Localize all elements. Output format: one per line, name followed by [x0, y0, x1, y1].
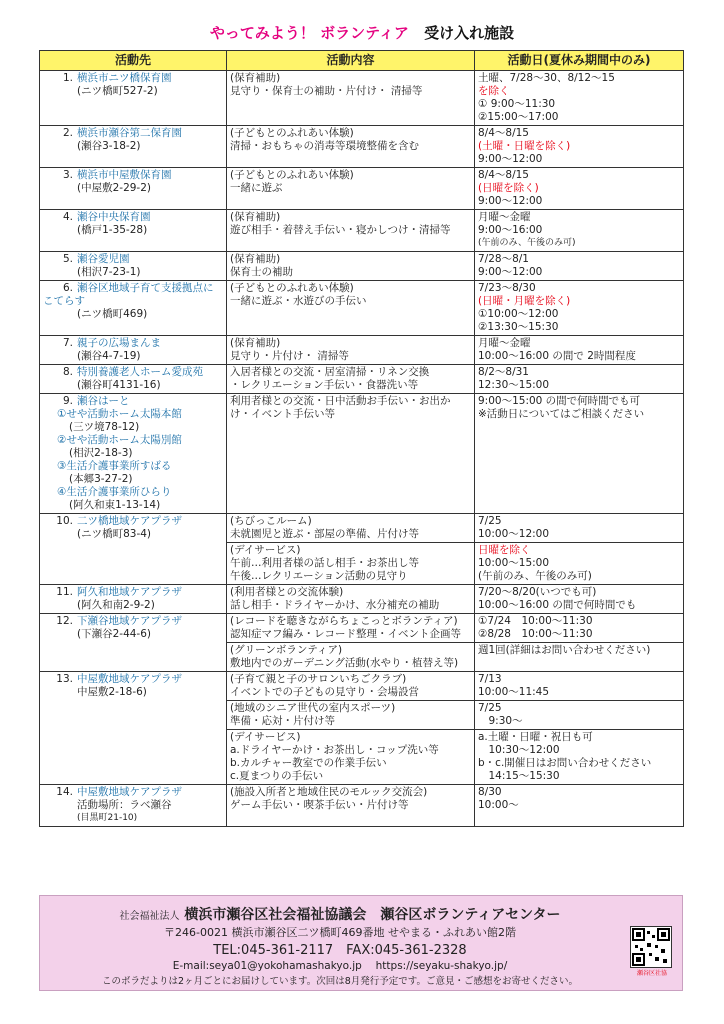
- place-cell: 9. 瀬谷はーと ①せや活動ホーム太陽本館 (三ツ境78-12) ②せや活動ホーム太陽別館 (相沢2-18-3) ③生活介護事業所すばる (本郷3-27-2) ④生活介護事業所ひらり (阿久和東1-13-14): [40, 394, 227, 514]
- text-line: 敷地内でのガーデニング活動(水やり・植替え等): [230, 657, 459, 669]
- text-line: 14:15～15:30: [478, 770, 560, 782]
- text-line: ②13:30～15:30: [478, 321, 559, 333]
- place-cell: 13. 中屋敷地域ケアプラザ 中屋敷2-18-6): [40, 672, 227, 785]
- text-line: (保育補助): [230, 72, 281, 84]
- page-title: [0, 22, 724, 43]
- place-cell: 4. 瀬谷中央保育園 (橋戸1-35-28): [40, 210, 227, 252]
- content-cell: [227, 585, 475, 614]
- place-cell: 1. 横浜市ニツ橋保育園 (ニツ橋町527-2): [40, 71, 227, 126]
- text-line: (デイサービス): [230, 731, 301, 743]
- footer-org: 社会福祉法人 横浜市瀬谷区社会福祉協議会 瀬谷区ボランティアセンター: [119, 907, 561, 923]
- content-cell: [227, 281, 475, 336]
- date-cell: [475, 252, 684, 281]
- place-cell: 8. 特別養護老人ホーム愛成苑 (瀬谷町4131-16): [40, 365, 227, 394]
- date-cell: [475, 701, 684, 730]
- text-line: 8/2～8/31: [478, 366, 529, 378]
- text-line: ①10:00～12:00: [478, 308, 559, 320]
- content-cell: [227, 543, 475, 585]
- text-line: 12:30～15:00: [478, 379, 550, 391]
- text-line: 7/20～8/20(いつでも可): [478, 586, 597, 598]
- date-cell: [475, 643, 684, 672]
- date-cell: [475, 394, 684, 514]
- content-cell: [227, 672, 475, 701]
- place-cell: 5. 瀬谷愛児園 (相沢7-23-1): [40, 252, 227, 281]
- text-line: (子どもとのふれあい体験): [230, 127, 354, 139]
- text-line: a.土曜・日曜・祝日も可: [478, 731, 593, 743]
- content-cell: [227, 643, 475, 672]
- text-line: 9:00～16:00: [478, 224, 543, 236]
- text-line: (日曜・月曜を除く): [478, 295, 571, 307]
- content-cell: [227, 514, 475, 543]
- text-line: 8/4～8/15: [478, 169, 529, 181]
- table-row: [40, 168, 684, 210]
- date-cell: [475, 168, 684, 210]
- text-line: 8/4～8/15: [478, 127, 529, 139]
- text-line: 土曜、7/28～30、8/12～15: [478, 72, 615, 84]
- table-row: [40, 210, 684, 252]
- date-cell: [475, 730, 684, 785]
- text-line: 9:30～: [478, 715, 523, 727]
- table-row: [40, 71, 684, 126]
- text-line: (保育補助): [230, 337, 281, 349]
- footer-web[interactable]: E-mail:seya01@yokohamashakyo.jp https://seyaku-shakyo.jp/: [172, 960, 508, 972]
- text-line: ※活動日についてはご相談ください: [478, 408, 645, 420]
- text-line: 7/13: [478, 673, 502, 685]
- content-cell: [227, 126, 475, 168]
- table-row: [40, 126, 684, 168]
- text-line: 10:30～12:00: [478, 744, 560, 756]
- table-header-row: [40, 51, 684, 71]
- footer-box: [39, 895, 683, 991]
- header-date: 活動日(夏休み期間中のみ): [475, 51, 684, 71]
- text-line: ゲーム手伝い・喫茶手伝い・片付け等: [230, 799, 409, 811]
- text-line: 9:00～12:00: [478, 195, 543, 207]
- text-line: (保育補助): [230, 253, 281, 265]
- text-line: (地域のシニア世代の室内スポーツ): [230, 702, 396, 714]
- table-row: [40, 672, 684, 701]
- text-line: (利用者様との交流体験): [230, 586, 344, 598]
- content-cell: [227, 252, 475, 281]
- qr-code-icon[interactable]: [630, 926, 672, 968]
- title-part1: やってみよう！ ボランティア: [209, 24, 409, 42]
- text-line: 7/25: [478, 702, 502, 714]
- table-row: [40, 336, 684, 365]
- text-line: 認知症マフ編み・レコード整理・イベント企画等: [230, 628, 461, 640]
- text-line: 入居者様との交流・居室清掃・リネン交換: [230, 366, 430, 378]
- text-line: (子どもとのふれあい体験): [230, 282, 354, 294]
- content-cell: [227, 210, 475, 252]
- text-line: イベントでの子どもの見守り・会場設営: [230, 686, 419, 698]
- text-line: 7/23～8/30: [478, 282, 536, 294]
- header-place: 活動先: [40, 51, 227, 71]
- content-cell: [227, 614, 475, 643]
- text-line: 一緒に遊ぶ・水遊びの手伝い: [230, 295, 367, 307]
- content-cell: [227, 336, 475, 365]
- content-cell: [227, 71, 475, 126]
- text-line: 話し相手・ドライヤーかけ、水分補充の補助: [230, 599, 440, 611]
- text-line: 9:00～15:00 の間で何時間でも可: [478, 395, 641, 407]
- place-cell: 12. 下瀬谷地域ケアプラザ (下瀬谷2-44-6): [40, 614, 227, 672]
- facility-table: [39, 50, 684, 827]
- text-line: 10:00～16:00 の間で何時間でも: [478, 599, 637, 611]
- table-row: [40, 585, 684, 614]
- date-cell: [475, 281, 684, 336]
- text-line: ① 9:00～11:30: [478, 98, 556, 110]
- text-line: ②15:00～17:00: [478, 111, 559, 123]
- qr-label: 瀬谷区社協: [636, 970, 667, 977]
- text-line: (土曜・日曜を除く): [478, 140, 571, 152]
- date-cell: [475, 126, 684, 168]
- text-line: を除く: [478, 85, 510, 97]
- table-row: [40, 365, 684, 394]
- date-cell: [475, 585, 684, 614]
- content-cell: [227, 701, 475, 730]
- text-line: (グリーンボランティア): [230, 644, 343, 656]
- text-line: 清掃・おもちゃの消毒等環境整備を含む: [230, 140, 419, 152]
- text-line: 遊び相手・着替え手伝い・寝かしつけ・清掃等: [230, 224, 451, 236]
- text-line: 見守り・保育士の補助・片付け・ 清掃等: [230, 85, 423, 97]
- date-cell: [475, 365, 684, 394]
- date-cell: [475, 672, 684, 701]
- text-line: 週1回(詳細はお問い合わせください): [478, 644, 651, 656]
- content-cell: [227, 730, 475, 785]
- table-row: [40, 281, 684, 336]
- text-line: 7/25: [478, 515, 502, 527]
- date-cell: [475, 543, 684, 585]
- footer-address: 〒246-0021 横浜市瀬谷区二ツ橋町469番地 せやまる・ふれあい館2階: [164, 926, 516, 939]
- table-row: [40, 785, 684, 827]
- text-line: c.夏まつりの手伝い: [230, 770, 324, 782]
- date-cell: [475, 785, 684, 827]
- place-cell: 2. 横浜市瀬谷第二保育園 (瀬谷3-18-2): [40, 126, 227, 168]
- title-part2: 受け入れ施設: [424, 24, 515, 42]
- text-line: ①7/24 10:00～11:30: [478, 615, 593, 627]
- text-line: 10:00～: [478, 799, 519, 811]
- text-line: 10:00～12:00: [478, 528, 550, 540]
- text-line: ・レクリエーション手伝い・食器洗い等: [230, 379, 419, 391]
- text-line: (午前のみ、午後のみ可): [478, 238, 576, 248]
- text-line: 9:00～12:00: [478, 266, 543, 278]
- header-content: 活動内容: [227, 51, 475, 71]
- text-line: b.カルチャー教室での作業手伝い: [230, 757, 387, 769]
- text-line: (保育補助): [230, 211, 281, 223]
- date-cell: [475, 71, 684, 126]
- place-cell: 10. 二ツ橋地域ケアプラザ (ニツ橋町83-4): [40, 514, 227, 585]
- date-cell: [475, 336, 684, 365]
- text-line: 未就園児と遊ぶ・部屋の準備、片付け等: [230, 528, 419, 540]
- text-line: 午後…レクリエーション活動の見守り: [230, 570, 408, 582]
- date-cell: [475, 210, 684, 252]
- footer-note: このボラだよりは2ヶ月ごとにお届けしています。次回は8月発行予定です。ご意見・ご感想をお寄せください。: [101, 976, 579, 987]
- text-line: (ちびっこルーム): [230, 515, 312, 527]
- text-line: 10:00～16:00 の間で 2時間程度: [478, 350, 636, 362]
- table-row: [40, 614, 684, 643]
- text-line: 準備・応対・片付け等: [230, 715, 335, 727]
- content-cell: [227, 168, 475, 210]
- text-line: 一緒に遊ぶ: [230, 182, 283, 194]
- text-line: 9:00～12:00: [478, 153, 543, 165]
- text-line: 10:00～11:45: [478, 686, 550, 698]
- text-line: 見守り・片付け・ 清掃等: [230, 350, 349, 362]
- footer-phone: TEL:045-361-2117 FAX:045-361-2328: [213, 943, 467, 958]
- text-line: 日曜を除く: [478, 544, 531, 556]
- place-cell: 3. 横浜市中屋敷保育園 (中屋敷2-29-2): [40, 168, 227, 210]
- place-cell: 7. 親子の広場まんま (瀬谷4-7-19): [40, 336, 227, 365]
- date-cell: [475, 514, 684, 543]
- text-line: 午前…利用者様の話し相手・お茶出し等: [230, 557, 419, 569]
- text-line: (レコードを聴きながらちょこっとボランティア): [230, 615, 458, 627]
- text-line: (子育て親と子のサロンいちごクラブ): [230, 673, 407, 685]
- table-row: [40, 252, 684, 281]
- text-line: ②8/28 10:00～11:30: [478, 628, 593, 640]
- text-line: b・c.開催日はお問い合わせください: [478, 757, 652, 769]
- content-cell: [227, 365, 475, 394]
- text-line: 保育士の補助: [230, 266, 293, 278]
- text-line: a.ドライヤーかけ・お茶出し・コップ洗い等: [230, 744, 439, 756]
- content-cell: [227, 785, 475, 827]
- text-line: 7/28～8/1: [478, 253, 529, 265]
- text-line: 8/30: [478, 786, 502, 798]
- table-row: [40, 394, 684, 514]
- place-cell: 6. 瀬谷区地域子育て支援拠点にこてらす (ニツ橋町469): [40, 281, 227, 336]
- text-line: (午前のみ、午後のみ可): [478, 570, 592, 582]
- text-line: (デイサービス): [230, 544, 301, 556]
- content-cell: [227, 394, 475, 514]
- text-line: 月曜～金曜: [478, 337, 531, 349]
- text-line: 10:00～15:00: [478, 557, 550, 569]
- place-cell: 11. 阿久和地域ケアプラザ (阿久和南2-9-2): [40, 585, 227, 614]
- text-line: 利用者様との交流・日中活動お手伝い・お出かけ・イベント手伝い等: [230, 395, 451, 420]
- place-cell: 14. 中屋敷地域ケアプラザ 活動場所：ラベ瀬谷 (目黒町21-10): [40, 785, 227, 827]
- text-line: (施設入所者と地域住民のモルック交流会): [230, 786, 428, 798]
- table-row: [40, 514, 684, 543]
- text-line: (子どもとのふれあい体験): [230, 169, 354, 181]
- text-line: 月曜～金曜: [478, 211, 531, 223]
- date-cell: [475, 614, 684, 643]
- text-line: (日曜を除く): [478, 182, 539, 194]
